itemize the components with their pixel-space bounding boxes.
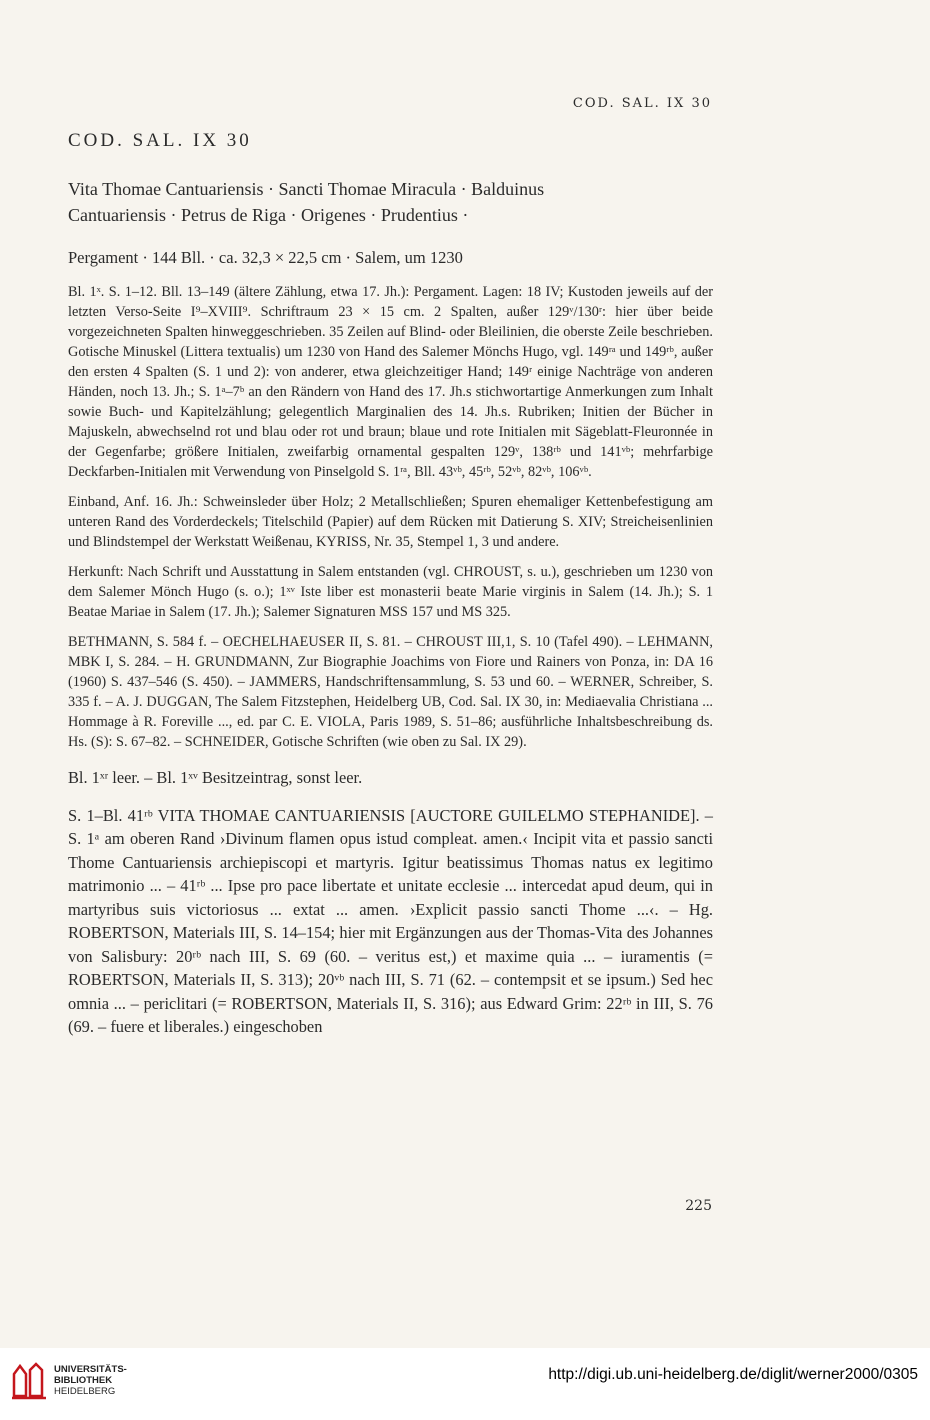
shelfmark-heading: COD. SAL. IX 30	[68, 130, 252, 151]
binding-paragraph: Einband, Anf. 16. Jh.: Schweinsleder über Holz; 2 Metallschließen; Spuren ehemaliger Kettenbefestigung am unteren Rand des Vorderdeckels; Titelschild (Papier) auf dem Rücken mit Datierung S. XIV; Streicheisenlinien und Blindstempel der Werkstatt Weißenau, KYRISS, Nr. 35, Stempel 1, 3 und andere.	[68, 494, 713, 550]
viewer-footer	[0, 1348, 930, 1420]
permalink-url[interactable]: http://digi.ub.uni-heidelberg.de/diglit/werner2000/0305	[548, 1366, 918, 1383]
page-number: 225	[685, 1198, 712, 1214]
library-name	[54, 1364, 127, 1397]
running-head: COD. SAL. IX 30	[572, 96, 712, 111]
contents-title-line-1: Vita Thomae Cantuariensis · Sancti Thomae Miracula · Balduinus	[68, 179, 545, 199]
bibliography-paragraph: BETHMANN, S. 584 f. – OECHELHAEUSER II, S. 81. – CHROUST III,1, S. 10 (Tafel 490). – LEHMANN, MBK I, S. 284. – H. GRUNDMANN, Zur Biographie Joachims von Fiore und Rainers von Ponza, in: DA 16 (1960) S. 437–546 (S. 450). – JAMMERS, Handschriftensammlung, S. 53 und 60. – WERNER, Schreiber, S. 335 f. – A. J. DUGGAN, The Salem Fitzstephen, Heidelberg UB, Cod. Sal. IX 30, in: Mediaevalia Christiana ... Hommage à R. Foreville ..., ed. par C. E. VIOLA, Paris 1989, S. 51–86; ausführliche Inhaltsbeschreibung ds. Hs. (S): S. 67–82. – SCHNEIDER, Gotische Schriften (wie oben zu Sal. IX 29).	[68, 634, 713, 750]
leaf-1-note: Bl. 1ˣʳ leer. – Bl. 1ˣᵛ Besitzeintrag, sonst leer.	[68, 768, 363, 787]
provenance-paragraph: Herkunft: Nach Schrift und Ausstattung in Salem entstanden (vgl. CHROUST, s. u.), geschrieben um 1230 von dem Salemer Mönch Hugo (s. o.); 1ˣᵛ Iste liber est monasterii beate Marie virginis in Salem (14. Jh.); S. 1 Beatae Mariae in Salem (17. Jh.); Salemer Signaturen MSS 157 und MS 325.	[68, 564, 713, 620]
university-seal-icon	[10, 1360, 48, 1400]
catalog-entry	[68, 130, 713, 1053]
contents-title-line-2: Cantuariensis · Petrus de Riga · Origenes · Prudentius ·	[68, 205, 469, 225]
contents-title	[68, 176, 713, 228]
library-name-line-1: UNIVERSITÄTS-	[54, 1363, 127, 1375]
vita-thomae-entry: S. 1–Bl. 41ʳᵇ VITA THOMAE CANTUARIENSIS [AUCTORE GUILELMO STEPHANIDE]. – S. 1ᵃ am oberen Rand ›Divinum flamen opus istud compleat. amen.‹ Incipit vita et passio sancti Thome Cantuariensis archiepiscopi et martyris. Igitur beatissimus Thomas natus ex legitimo matrimonio ... – 41ʳᵇ ... Ipse pro pace libertate et unitate ecclesie ... intercedat apud deum, qui in martyribus suis victoriosus ... extat ... amen. ›Explicit passio sancti Thome ...‹. – Hg. ROBERTSON, Materials III, S. 14–154; hier mit Ergänzungen aus der Thomas-Vita des Johannes von Salisbury: 20ʳᵇ nach III, S. 69 (60. – veritus est,) et maxime quia ... – iuramentis (= ROBERTSON, Materials II, S. 313); 20ᵛᵇ nach III, S. 71 (62. – contempsit et se ipsum.) Sed hec omnia ... – periclitari (= ROBERTSON, Materials II, S. 316); aus Edward Grim: 22ʳᵇ in III, S. 76 (69. – fuere et liberales.) eingeschoben	[68, 805, 713, 1036]
library-name-line-3: HEIDELBERG	[54, 1385, 116, 1397]
library-name-line-2: BIBLIOTHEK	[54, 1374, 113, 1386]
library-logo[interactable]	[10, 1360, 127, 1400]
physical-description: Pergament · 144 Bll. · ca. 32,3 × 22,5 cm · Salem, um 1230	[68, 248, 463, 267]
codicology-paragraph: Bl. 1ˣ. S. 1–12. Bll. 13–149 (ältere Zählung, etwa 17. Jh.): Pergament. Lagen: 18 IV; Kustoden jeweils auf der letzten Verso-Seite I⁹–XVIII⁹. Schriftraum 23 × 15 cm. 2 Spalten, außer 129ᵛ/130ʳ: hier über beide vorgezeichneten Spalten hinweggeschrieben. 35 Zeilen auf Blind- oder Bleilinien, die oberste Zeile beschrieben. Gotische Minuskel (Littera textualis) um 1230 von Hand des Salemer Mönchs Hugo, vgl. 149ʳᵃ und 149ʳᵇ, außer den ersten 4 Spalten (S. 1 und 2): von anderer, etwa gleichzeitiger Hand; 149ʳ einige Nachträge von anderen Händen, noch 13. Jh.; S. 1ᵃ–7ᵇ an den Rändern von Hand des 17. Jh.s stichwortartige Anmerkungen zum Inhalt sowie Buch- und Kapitelzählung; gelegentlich Marginalien des 14. Jh.s. Rubriken; Initien der Bücher in Majuskeln, abwechselnd rot und blau oder rot und braun; blaue und rote Initialen mit Sägeblatt-Fleuronnée in der Gegenfarbe; größere Initialen, zweifarbig ornamental gespalten 129ᵛ, 138ʳᵇ und 141ᵛᵇ; mehrfarbige Deckfarben-Initialen mit Verwendung von Pinselgold S. 1ʳᵃ, Bll. 43ᵛᵇ, 45ʳᵇ, 52ᵛᵇ, 82ᵛᵇ, 106ᵛᵇ.	[68, 284, 713, 480]
